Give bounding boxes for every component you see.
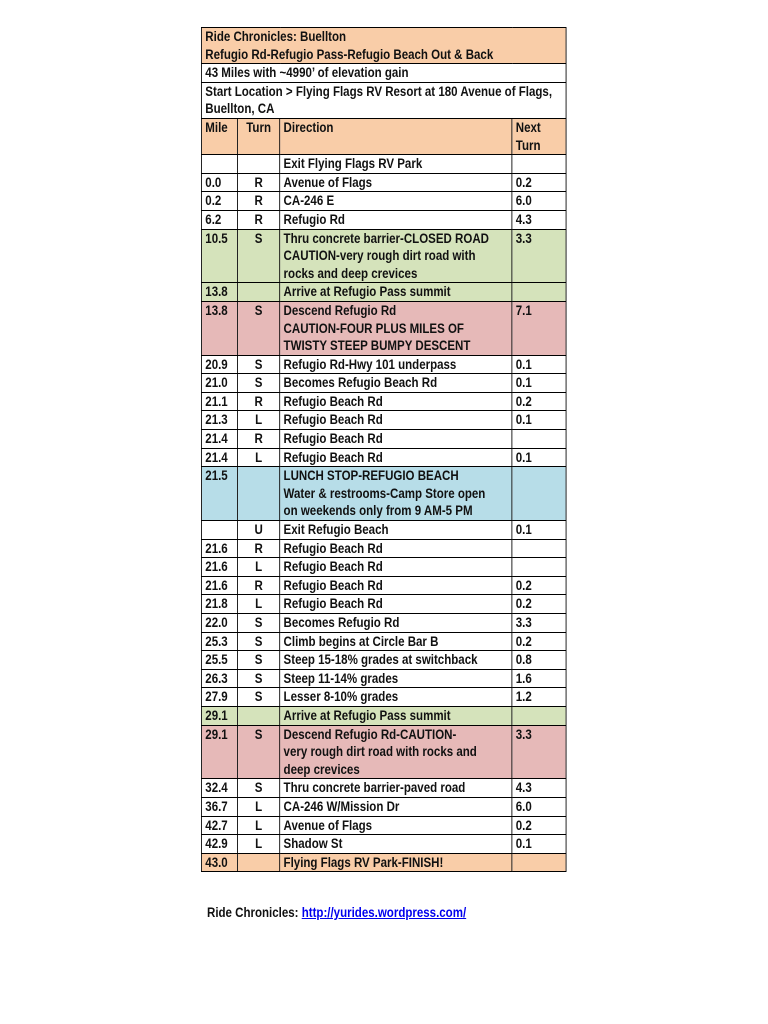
direction-cell: Steep 11-14% grades	[280, 669, 512, 688]
mile-cell: 36.7	[201, 797, 237, 816]
cue-row	[201, 448, 566, 467]
turn-cell: R	[238, 430, 280, 449]
turn-cell: S	[238, 632, 280, 651]
next-turn-cell: 7.1	[512, 301, 566, 355]
mile-cell: 21.5	[201, 467, 237, 521]
next-turn-cell: 3.3	[512, 229, 566, 283]
direction-cell: Lesser 8-10% grades	[280, 688, 512, 707]
cue-row	[201, 669, 566, 688]
mile-cell: 27.9	[201, 688, 237, 707]
cue-row	[201, 430, 566, 449]
mile-cell: 21.4	[201, 430, 237, 449]
cue-sheet-body	[201, 28, 566, 872]
cue-row	[201, 576, 566, 595]
cue-row	[201, 301, 566, 355]
mile-cell: 21.6	[201, 539, 237, 558]
next-turn-cell: 3.3	[512, 614, 566, 633]
turn-cell	[238, 706, 280, 725]
next-turn-cell	[512, 853, 566, 872]
blog-link[interactable]: http://yurides.wordpress.com/	[301, 905, 467, 920]
next-turn-cell: 0.2	[512, 576, 566, 595]
cue-row	[201, 558, 566, 577]
mile-cell: 21.0	[201, 374, 237, 393]
mile-cell: 25.3	[201, 632, 237, 651]
direction-cell: Refugio Beach Rd	[280, 539, 512, 558]
mile-cell: 21.4	[201, 448, 237, 467]
turn-cell: L	[238, 448, 280, 467]
mile-cell: 13.8	[201, 283, 237, 302]
turn-cell: U	[238, 521, 280, 540]
cue-row	[201, 392, 566, 411]
ride-title	[201, 28, 566, 64]
next-turn-cell	[512, 430, 566, 449]
mile-cell: 25.5	[201, 651, 237, 670]
cue-row	[201, 210, 566, 229]
turn-cell: S	[238, 229, 280, 283]
next-turn-cell	[512, 539, 566, 558]
mile-cell: 0.2	[201, 192, 237, 211]
mile-cell: 21.8	[201, 595, 237, 614]
turn-cell: R	[238, 392, 280, 411]
direction-cell: Avenue of Flags	[280, 816, 512, 835]
direction-cell: Climb begins at Circle Bar B	[280, 632, 512, 651]
direction-cell: Thru concrete barrier-paved road	[280, 779, 512, 798]
direction-cell: Arrive at Refugio Pass summit	[280, 283, 512, 302]
next-turn-cell: 0.1	[512, 521, 566, 540]
direction-cell: Thru concrete barrier-CLOSED ROAD CAUTION-very rough dirt road with rocks and deep crevices	[280, 229, 512, 283]
next-turn-cell: 0.2	[512, 392, 566, 411]
ride-title-line1: Ride Chronicles: Buellton	[205, 29, 347, 44]
cue-row	[201, 521, 566, 540]
turn-cell: L	[238, 835, 280, 854]
next-turn-cell: 3.3	[512, 725, 566, 779]
turn-cell: L	[238, 558, 280, 577]
cue-row	[201, 725, 566, 779]
mile-cell: 6.2	[201, 210, 237, 229]
mile-cell: 42.7	[201, 816, 237, 835]
direction-cell: Refugio Beach Rd	[280, 430, 512, 449]
next-turn-cell: 1.2	[512, 688, 566, 707]
cue-row	[201, 632, 566, 651]
turn-cell	[238, 283, 280, 302]
turn-cell: S	[238, 301, 280, 355]
turn-cell: R	[238, 539, 280, 558]
direction-cell: Refugio Beach Rd	[280, 448, 512, 467]
turn-cell: L	[238, 797, 280, 816]
mile-cell: 43.0	[201, 853, 237, 872]
mile-cell: 21.6	[201, 576, 237, 595]
distance-summary: 43 Miles with ~4990’ of elevation gain	[201, 64, 566, 83]
next-turn-cell: 0.2	[512, 816, 566, 835]
cue-row	[201, 614, 566, 633]
direction-cell: CA-246 E	[280, 192, 512, 211]
direction-cell: Refugio Beach Rd	[280, 576, 512, 595]
cue-row	[201, 835, 566, 854]
mile-cell: 26.3	[201, 669, 237, 688]
title-row	[201, 28, 566, 64]
next-turn-cell: 1.6	[512, 669, 566, 688]
mile-cell: 21.6	[201, 558, 237, 577]
cue-row	[201, 283, 566, 302]
cue-row	[201, 853, 566, 872]
turn-header: Turn	[238, 118, 280, 154]
next-turn-cell: 6.0	[512, 797, 566, 816]
cue-row	[201, 706, 566, 725]
direction-cell: Arrive at Refugio Pass summit	[280, 706, 512, 725]
next-turn-cell: 0.1	[512, 411, 566, 430]
ride-title-line2: Refugio Rd-Refugio Pass-Refugio Beach Out & Back	[205, 46, 494, 62]
turn-cell	[238, 155, 280, 174]
turn-cell: S	[238, 651, 280, 670]
next-turn-header: Next Turn	[512, 118, 566, 154]
turn-cell: S	[238, 779, 280, 798]
direction-cell: Refugio Beach Rd	[280, 558, 512, 577]
column-header-row	[201, 118, 566, 154]
mile-cell: 29.1	[201, 725, 237, 779]
cue-row	[201, 155, 566, 174]
mile-cell: 32.4	[201, 779, 237, 798]
turn-cell: S	[238, 355, 280, 374]
footer-label: Ride Chronicles:	[207, 905, 302, 920]
direction-cell: Refugio Rd-Hwy 101 underpass	[280, 355, 512, 374]
turn-cell: R	[238, 173, 280, 192]
direction-cell: Flying Flags RV Park-FINISH!	[280, 853, 512, 872]
turn-cell: R	[238, 210, 280, 229]
turn-cell: S	[238, 374, 280, 393]
direction-cell: Exit Flying Flags RV Park	[280, 155, 512, 174]
cue-row	[201, 192, 566, 211]
direction-cell: CA-246 W/Mission Dr	[280, 797, 512, 816]
mile-cell: 20.9	[201, 355, 237, 374]
next-turn-cell: 6.0	[512, 192, 566, 211]
start-location-row	[201, 82, 566, 118]
mile-cell: 13.8	[201, 301, 237, 355]
next-turn-cell: 4.3	[512, 210, 566, 229]
next-turn-cell	[512, 706, 566, 725]
next-turn-cell: 0.2	[512, 595, 566, 614]
mile-cell: 21.3	[201, 411, 237, 430]
cue-row	[201, 779, 566, 798]
distance-row	[201, 64, 566, 83]
cue-row	[201, 411, 566, 430]
next-turn-cell: 0.2	[512, 632, 566, 651]
turn-cell: S	[238, 725, 280, 779]
mile-cell: 10.5	[201, 229, 237, 283]
cue-row	[201, 229, 566, 283]
mile-cell: 22.0	[201, 614, 237, 633]
next-turn-cell: 4.3	[512, 779, 566, 798]
direction-cell: LUNCH STOP-REFUGIO BEACH Water & restrooms-Camp Store open on weekends only from 9 AM-5 PM	[280, 467, 512, 521]
next-turn-cell: 0.1	[512, 448, 566, 467]
mile-cell: 0.0	[201, 173, 237, 192]
direction-cell: Refugio Rd	[280, 210, 512, 229]
turn-cell: L	[238, 816, 280, 835]
turn-cell: L	[238, 411, 280, 430]
next-turn-cell	[512, 558, 566, 577]
next-turn-cell: 0.2	[512, 173, 566, 192]
next-turn-cell	[512, 155, 566, 174]
direction-cell: Steep 15-18% grades at switchback	[280, 651, 512, 670]
cue-row	[201, 467, 566, 521]
turn-cell: R	[238, 576, 280, 595]
next-turn-cell: 0.1	[512, 355, 566, 374]
turn-cell: S	[238, 669, 280, 688]
cue-row	[201, 688, 566, 707]
direction-cell: Refugio Beach Rd	[280, 411, 512, 430]
mile-cell: 42.9	[201, 835, 237, 854]
next-turn-cell	[512, 467, 566, 521]
direction-cell: Avenue of Flags	[280, 173, 512, 192]
cue-row	[201, 816, 566, 835]
mile-cell: 21.1	[201, 392, 237, 411]
direction-cell: Refugio Beach Rd	[280, 595, 512, 614]
direction-header: Direction	[280, 118, 512, 154]
cue-row	[201, 173, 566, 192]
next-turn-cell	[512, 283, 566, 302]
direction-cell: Descend Refugio Rd CAUTION-FOUR PLUS MILES OF TWISTY STEEP BUMPY DESCENT	[280, 301, 512, 355]
mile-cell	[201, 155, 237, 174]
cue-row	[201, 651, 566, 670]
turn-cell: R	[238, 192, 280, 211]
footer	[207, 905, 466, 920]
cue-sheet-table	[201, 27, 567, 872]
turn-cell: S	[238, 688, 280, 707]
direction-cell: Shadow St	[280, 835, 512, 854]
direction-cell: Refugio Beach Rd	[280, 392, 512, 411]
turn-cell: L	[238, 595, 280, 614]
next-turn-cell: 0.1	[512, 835, 566, 854]
turn-cell	[238, 853, 280, 872]
next-turn-cell: 0.8	[512, 651, 566, 670]
direction-cell: Exit Refugio Beach	[280, 521, 512, 540]
direction-cell: Descend Refugio Rd-CAUTION- very rough dirt road with rocks and deep crevices	[280, 725, 512, 779]
cue-row	[201, 374, 566, 393]
cue-row	[201, 797, 566, 816]
turn-cell	[238, 467, 280, 521]
turn-cell: S	[238, 614, 280, 633]
cue-row	[201, 355, 566, 374]
next-turn-cell: 0.1	[512, 374, 566, 393]
mile-header: Mile	[201, 118, 237, 154]
direction-cell: Becomes Refugio Beach Rd	[280, 374, 512, 393]
mile-cell: 29.1	[201, 706, 237, 725]
mile-cell	[201, 521, 237, 540]
direction-cell: Becomes Refugio Rd	[280, 614, 512, 633]
cue-row	[201, 539, 566, 558]
start-location: Start Location > Flying Flags RV Resort at 180 Avenue of Flags, Buellton, CA	[201, 82, 566, 118]
cue-row	[201, 595, 566, 614]
